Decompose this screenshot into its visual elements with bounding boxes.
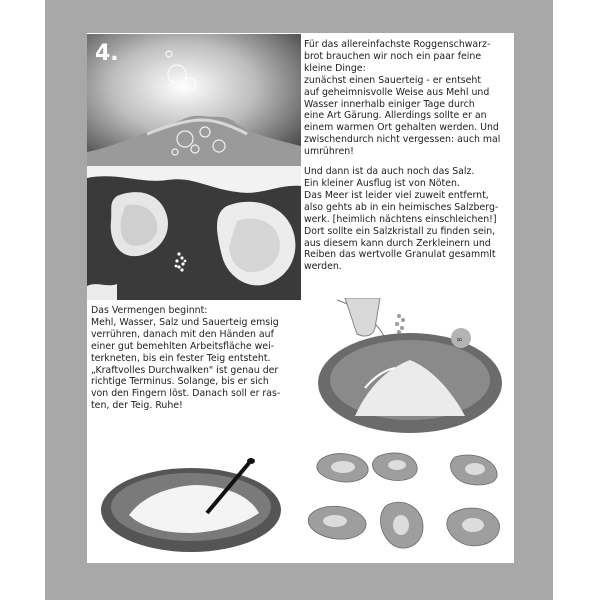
text-line: werden. bbox=[304, 261, 342, 273]
text-line: Ein kleiner Ausflug ist von Nöten. bbox=[304, 177, 460, 189]
text-line: Mehl, Wasser, Salz und Sauerteig emsig bbox=[91, 316, 279, 328]
mixing-text bbox=[91, 305, 280, 412]
text-line: von den Fingern löst. Danach soll er ras- bbox=[91, 388, 281, 400]
intro-text bbox=[304, 39, 500, 273]
dough-bowl-illustration bbox=[99, 455, 284, 555]
text-line: zunächst einen Sauerteig - er entseht bbox=[304, 74, 482, 86]
text-line: Reiben das wertvolle Granulat gesammlt bbox=[304, 249, 496, 261]
text-line: einer gut bemehlten Arbeitsfläche wei- bbox=[91, 340, 275, 352]
text-line: zwischendurch nicht vergessen: auch mal bbox=[304, 134, 501, 146]
text-line: einem warmen Ort gehalten werden. Und bbox=[304, 122, 499, 134]
text-line: richtige Terminus. Solange, bis er sich bbox=[91, 376, 269, 388]
text-line: Dort sollte ein Salzkristall zu finden sein, bbox=[304, 225, 496, 237]
text-line: „Kraftvolles Durchwalken" ist genau der bbox=[91, 364, 279, 376]
text-line: auf geheimnisvolle Weise aus Mehl und bbox=[304, 86, 490, 98]
flour-bowl-illustration bbox=[315, 298, 505, 438]
text-line: Wasser innerhalb einiger Tage durch bbox=[304, 98, 475, 110]
text-line: umrühren! bbox=[304, 146, 354, 158]
text-line: Das Vermengen beginnt: bbox=[91, 305, 208, 316]
salt-crystal-illustration bbox=[87, 166, 301, 300]
dough-pieces-illustration bbox=[305, 445, 510, 560]
text-line: also gehts ab in ein heimisches Salzberg- bbox=[304, 201, 499, 213]
text-line: ten, der Teig. Ruhe! bbox=[91, 400, 183, 412]
text-line: terkneten, bis ein fester Teig entsteht. bbox=[91, 352, 271, 364]
text-line: werk. [heimlich nächtens einschleichen!] bbox=[304, 213, 497, 225]
text-line: brot brauchen wir noch ein paar feine bbox=[304, 50, 482, 62]
text-line: kleine Dinge: bbox=[304, 62, 366, 74]
sourdough-illustration bbox=[87, 34, 301, 166]
text-line: Das Meer ist leider viel zuweit entfernt, bbox=[304, 189, 489, 201]
text-line: verrühren, danach mit den Händen auf bbox=[91, 328, 274, 340]
step-number: 4. bbox=[95, 41, 119, 66]
text-line: Für das allereinfachste Roggenschwarz- bbox=[304, 39, 491, 50]
svg-text:∞: ∞ bbox=[456, 335, 463, 344]
text-line: eine Art Gärung. Allerdings sollte er an bbox=[304, 110, 487, 122]
text-line: Und dann ist da auch noch das Salz. bbox=[304, 166, 475, 178]
text-line: aus diesem kann durch Zerkleinern und bbox=[304, 237, 491, 249]
